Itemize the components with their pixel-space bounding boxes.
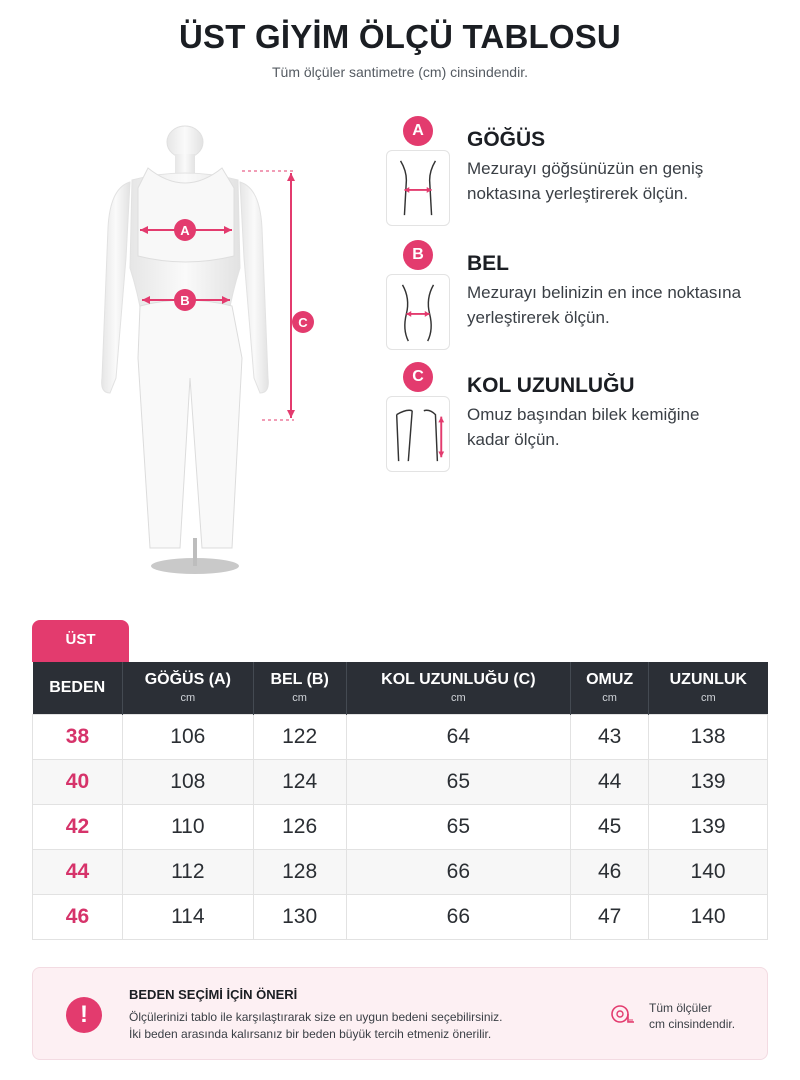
column-header-size: BEDEN xyxy=(33,662,123,714)
advice-line: Ölçülerinizi tablo ile karşılaştırarak size en uygun bedeni seçebilirsiniz. xyxy=(129,1010,503,1024)
chest-tape-icon xyxy=(386,150,450,226)
measuring-tape-icon xyxy=(609,1002,635,1028)
measure-title: GÖĞÜS xyxy=(467,128,546,151)
table-row: 46 114 130 66 47 140 xyxy=(33,894,768,939)
arm-length-icon xyxy=(386,396,450,472)
measure-letter-badge: A xyxy=(403,116,433,146)
exclamation-icon: ! xyxy=(66,997,102,1033)
mannequin-figure xyxy=(82,118,342,588)
table-header-row xyxy=(33,662,768,714)
figure-label-c: C xyxy=(298,315,308,330)
measure-description: Mezurayı belinizin en ince noktasına yerleştirerek ölçün. xyxy=(467,283,742,327)
column-header-shoulder: OMUZ cm xyxy=(571,662,649,714)
page-subtitle: Tüm ölçüler santimetre (cm) cinsindendir. xyxy=(272,64,528,80)
measure-description: Omuz başından bilek kemiğine kadar ölçün. xyxy=(467,405,700,449)
column-header-chest: GÖĞÜS (A) cm xyxy=(122,662,253,714)
advice-title: BEDEN SEÇİMİ İÇİN ÖNERİ xyxy=(129,987,298,1002)
column-header-arm-length: KOL UZUNLUĞU (C) cm xyxy=(346,662,571,714)
measure-title: BEL xyxy=(467,252,509,275)
column-header-waist: BEL (B) cm xyxy=(253,662,346,714)
table-row: 44 112 128 66 46 140 xyxy=(33,849,768,894)
size-table xyxy=(32,662,768,940)
figure-label-a: A xyxy=(180,223,190,238)
page-title: ÜST GİYİM ÖLÇÜ TABLOSU xyxy=(179,18,621,55)
tab-ust[interactable]: ÜST xyxy=(32,620,129,662)
measure-letter-badge: C xyxy=(403,362,433,392)
column-header-length: UZUNLUK cm xyxy=(649,662,768,714)
table-row: 38 106 122 64 43 138 xyxy=(33,714,768,759)
measure-title: KOL UZUNLUĞU xyxy=(467,374,635,397)
measure-description: Mezurayı göğsünüzün en geniş noktasına yerleştirerek ölçün. xyxy=(467,159,704,203)
measure-letter-badge: B xyxy=(403,240,433,270)
size-advice-box xyxy=(32,967,768,1060)
table-row: 40 108 124 65 44 139 xyxy=(33,759,768,804)
advice-line: İki beden arasında kalırsanız bir beden büyük tercih etmeniz önerilir. xyxy=(129,1027,492,1041)
table-row: 42 110 126 65 45 139 xyxy=(33,804,768,849)
unit-note: Tüm ölçüler cm cinsindendir. xyxy=(649,1001,736,1031)
figure-label-b: B xyxy=(180,293,190,308)
waist-tape-icon xyxy=(386,274,450,350)
